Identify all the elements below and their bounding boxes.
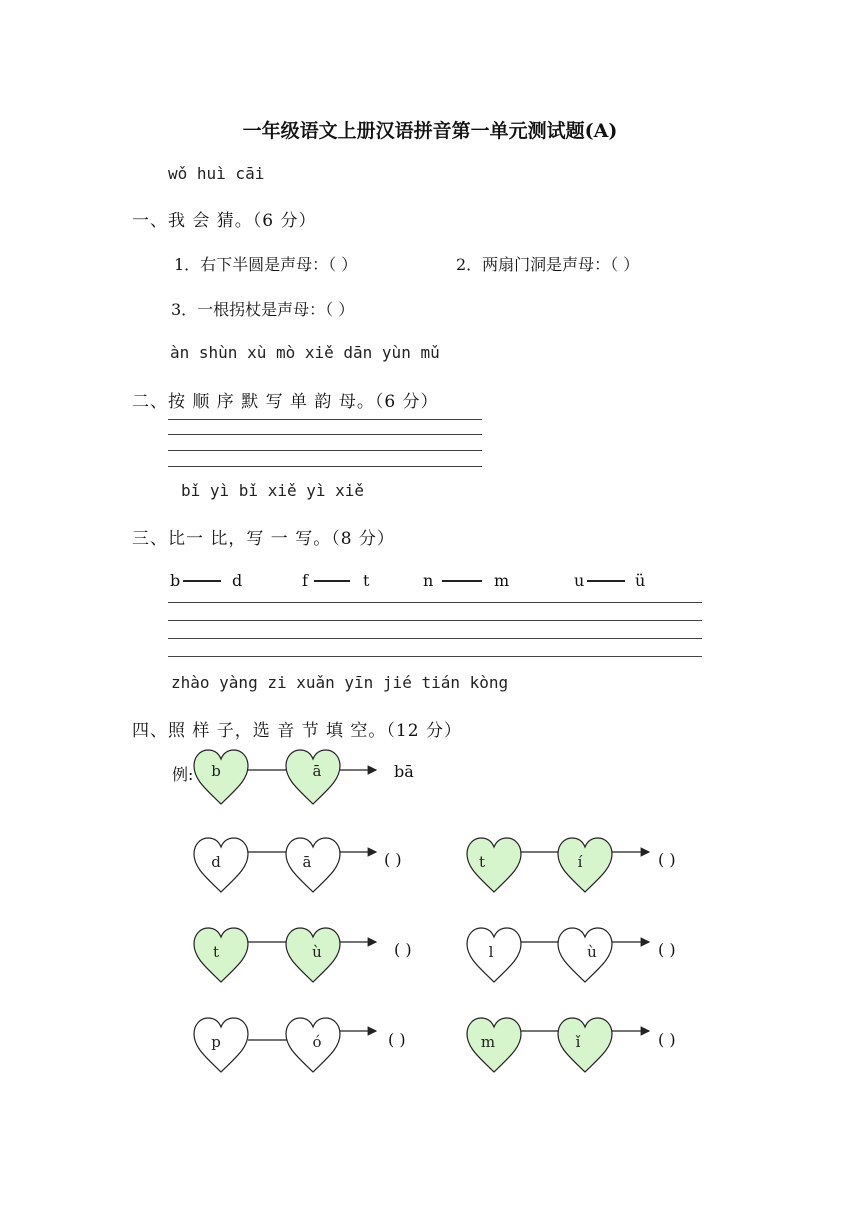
section-3-heading: 三、比一 比，写 一 写。（8 分）	[132, 529, 395, 549]
compare-letter: m	[494, 571, 510, 590]
heart-icon	[194, 838, 248, 892]
section-2-heading: 二、按 顺 序 默 写 单 韵 母。（6 分）	[132, 392, 439, 412]
compare-letter: b	[170, 571, 181, 590]
heart-icon	[194, 928, 248, 982]
heart-letter: ù	[312, 943, 322, 961]
heart-icon	[286, 838, 340, 892]
heart-letter: b	[211, 762, 221, 780]
compare-letter: t	[363, 571, 370, 590]
heart-icon	[558, 1018, 612, 1072]
section-1-heading: 一、我 会 猜。（6 分）	[132, 211, 317, 231]
answer-blank[interactable]: ( )	[394, 940, 412, 959]
example-result: bā	[394, 762, 414, 781]
pinyin-hint-1: wǒ huì cāi	[168, 164, 265, 183]
heart-letter: l	[488, 943, 494, 961]
answer-blank[interactable]: ( )	[384, 850, 402, 869]
heart-letter: ā	[312, 762, 322, 780]
heart-letter: t	[478, 853, 486, 871]
question-3: 3．一根拐杖是声母：（ ）	[171, 300, 355, 319]
heart-letter: í	[577, 853, 583, 871]
pinyin-hint-3: bǐ yì bǐ xiě yì xiě	[181, 481, 365, 500]
heart-icon	[467, 838, 521, 892]
heart-letter: ǐ	[575, 1033, 581, 1051]
compare-letter: d	[232, 571, 243, 590]
heart-letter: m	[480, 1033, 496, 1051]
pinyin-hint-2: àn shùn xù mò xiě dān yùn mǔ	[170, 343, 440, 362]
answer-blank[interactable]: ( )	[658, 850, 676, 869]
answer-blank[interactable]: ( )	[388, 1030, 406, 1049]
heart-icon	[194, 1018, 248, 1072]
compare-letter: n	[423, 571, 434, 590]
heart-letter: ā	[302, 853, 312, 871]
heart-icon	[467, 928, 521, 982]
page-title: 一年级语文上册汉语拼音第一单元测试题(A)	[242, 120, 618, 142]
compare-letter: u	[574, 571, 585, 590]
compare-letter: f	[302, 571, 308, 590]
heart-letter: p	[211, 1033, 221, 1051]
example-label: 例:	[172, 765, 194, 784]
question-2: 2．两扇门洞是声母：（ ）	[456, 255, 640, 274]
heart-letter: ó	[312, 1033, 322, 1051]
compare-letter: ü	[635, 571, 646, 590]
heart-icon	[194, 750, 248, 804]
heart-letter: d	[211, 853, 221, 871]
answer-blank[interactable]: ( )	[658, 940, 676, 959]
section-4-heading: 四、照 样 子，选 音 节 填 空。（12 分）	[132, 721, 462, 741]
heart-icon	[558, 838, 612, 892]
heart-icon	[558, 928, 612, 982]
heart-letter: t	[212, 943, 220, 961]
heart-letter: ù	[587, 943, 597, 961]
pinyin-hint-4: zhào yàng zi xuǎn yīn jié tián kòng	[171, 673, 509, 692]
question-1: 1．右下半圆是声母：（ ）	[174, 255, 358, 274]
answer-blank[interactable]: ( )	[658, 1030, 676, 1049]
